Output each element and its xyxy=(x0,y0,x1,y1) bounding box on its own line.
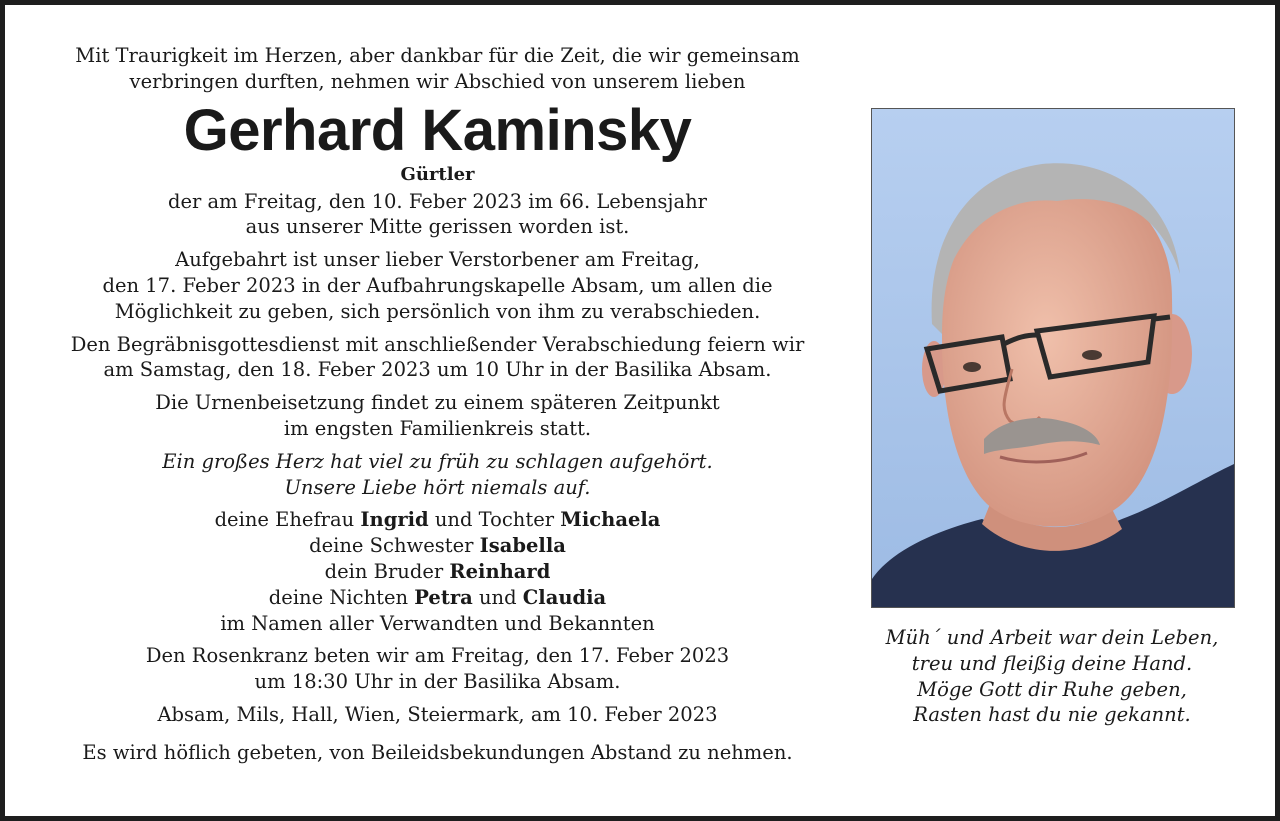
deceased-name: Gerhard Kaminsky xyxy=(183,97,692,163)
rosary-info xyxy=(45,643,830,695)
viewing-info xyxy=(45,247,830,324)
mourner-line: deine Nichten Petra und Claudia xyxy=(268,585,607,609)
rosary-line: um 18:30 Uhr in der Basilika Absam. xyxy=(254,670,621,694)
death-notice-line: aus unserer Mitte gerissen worden ist. xyxy=(245,215,630,239)
verse-line: Müh´ und Arbeit war dein Leben, xyxy=(885,626,1219,649)
sister-name: Isabella xyxy=(479,534,566,558)
place-date: Absam, Mils, Hall, Wien, Steiermark, am 10. Feber 2023 xyxy=(157,702,718,726)
urn-line: Die Urnenbeisetzung findet zu einem späteren Zeitpunkt xyxy=(155,391,720,415)
urn-info xyxy=(45,390,830,442)
deceased-profession: Gürtler xyxy=(400,163,475,185)
intro-line: verbringen durften, nehmen wir Abschied von unserem lieben xyxy=(129,69,746,93)
obituary-text-column xyxy=(45,43,830,766)
mourner-line: deine Ehefrau Ingrid und Tochter Michaela xyxy=(214,508,661,532)
service-line: am Samstag, den 18. Feber 2023 um 10 Uhr in der Basilika Absam. xyxy=(103,358,772,382)
quote-line: Unsere Liebe hört niemals auf. xyxy=(284,475,591,499)
condolence-note: Es wird höflich gebeten, von Beileidsbekundungen Abstand zu nehmen. xyxy=(82,740,793,764)
niece-name: Claudia xyxy=(522,585,607,609)
verse-line: Rasten hast du nie gekannt. xyxy=(913,703,1191,727)
mourners-list xyxy=(45,507,830,636)
wife-name: Ingrid xyxy=(360,508,429,532)
face xyxy=(942,181,1172,527)
intro-text xyxy=(45,43,830,95)
mourner-line: im Namen aller Verwandten und Bekannten xyxy=(220,611,655,635)
service-info xyxy=(45,332,830,384)
intro-line: Mit Traurigkeit im Herzen, aber dankbar für die Zeit, die wir gemeinsam xyxy=(75,44,800,67)
viewing-line: Aufgebahrt ist unser lieber Verstorbener am Freitag, xyxy=(175,248,700,272)
eye xyxy=(1082,350,1102,360)
memorial-quote xyxy=(45,449,830,501)
daughter-name: Michaela xyxy=(560,508,661,532)
viewing-line: Möglichkeit zu geben, sich persönlich von ihm zu verabschieden. xyxy=(114,299,761,323)
portrait-illustration xyxy=(872,109,1234,607)
urn-line: im engsten Familienkreis statt. xyxy=(283,416,592,440)
rosary-line: Den Rosenkranz beten wir am Freitag, den 17. Feber 2023 xyxy=(145,644,730,668)
service-line: Den Begräbnisgottesdienst mit anschließender Verabschiedung feiern wir xyxy=(70,332,805,356)
death-notice-line: der am Freitag, den 10. Feber 2023 im 66. Lebensjahr xyxy=(168,189,707,213)
mourner-line: dein Bruder Reinhard xyxy=(324,559,551,583)
death-notice xyxy=(45,189,830,241)
verse-line: treu und fleißig deine Hand. xyxy=(911,651,1193,675)
mourner-line: deine Schwester Isabella xyxy=(309,534,566,558)
eye xyxy=(963,362,981,372)
viewing-line: den 17. Feber 2023 in der Aufbahrungskapelle Absam, um allen die xyxy=(102,273,773,297)
verse-line: Möge Gott dir Ruhe geben, xyxy=(917,677,1187,701)
niece-name: Petra xyxy=(414,585,473,609)
quote-line: Ein großes Herz hat viel zu früh zu schlagen aufgehört. xyxy=(162,449,713,473)
portrait-photo xyxy=(871,108,1235,608)
verse-block xyxy=(845,625,1259,728)
brother-name: Reinhard xyxy=(449,559,551,583)
